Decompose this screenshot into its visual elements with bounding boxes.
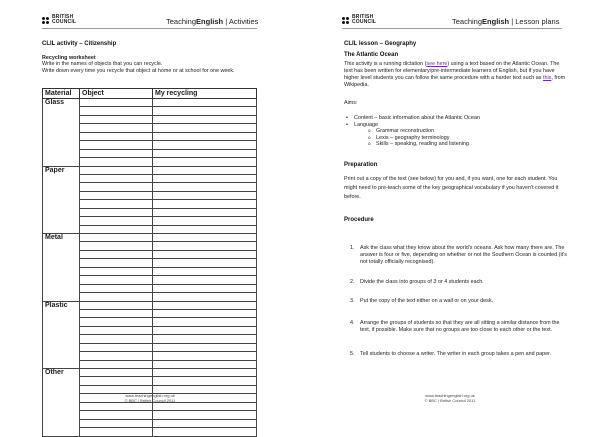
recycling-cell: [153, 402, 257, 410]
recycling-cell: [153, 174, 257, 182]
object-cell: [80, 267, 153, 275]
british-council-logo: [342, 15, 376, 25]
header-section: | Lesson plans: [509, 17, 560, 26]
aims-item-label: Language: [354, 121, 378, 128]
activity-page: [0, 0, 300, 424]
object-cell: [80, 428, 153, 436]
step-number: 3.: [350, 298, 355, 304]
recycling-cell: [153, 166, 257, 174]
header-brand-part-2: English: [196, 17, 224, 26]
object-cell: [80, 301, 153, 309]
object-cell: [80, 284, 153, 292]
recycling-cell: [153, 267, 257, 275]
see-here-link[interactable]: see here: [426, 61, 448, 67]
table-row: [43, 234, 257, 242]
object-cell: [80, 183, 153, 191]
recycling-cell: [153, 259, 257, 267]
recycling-cell: [153, 99, 257, 107]
page-header-title: [166, 17, 258, 26]
header-divider: [42, 28, 257, 29]
aims-item: [344, 122, 564, 148]
step-text: Put the copy of the text either on a wall or on your desk.: [360, 298, 494, 304]
column-header-material: Material: [43, 89, 80, 99]
header-brand-part-1: Teaching: [452, 17, 483, 26]
recycling-cell: [153, 360, 257, 368]
column-header-object: Object: [80, 89, 153, 99]
intro-text: , from Wikipedia.: [344, 75, 566, 88]
preparation-heading: Preparation: [344, 162, 378, 168]
material-cell: Plastic: [43, 301, 80, 369]
object-cell: [80, 124, 153, 132]
material-cell: Metal: [43, 234, 80, 302]
object-cell: [80, 293, 153, 301]
recycling-cell: [153, 352, 257, 360]
object-cell: [80, 115, 153, 123]
recycling-table: [42, 88, 257, 437]
header-brand-part-1: Teaching: [166, 17, 197, 26]
table-row: [43, 369, 257, 377]
language-sub-item: o Lexis – geography terminology: [354, 135, 564, 142]
footer-url: www.teachingenglish.org.uk: [425, 393, 475, 398]
header-divider: [342, 28, 562, 29]
object-cell: [80, 402, 153, 410]
recycling-cell: [153, 158, 257, 166]
header-section: | Activities: [223, 17, 259, 26]
step-text: Tell students to choose a writer. The writer in each group takes a pen and paper.: [360, 351, 552, 357]
recycling-cell: [153, 132, 257, 140]
recycling-cell: [153, 377, 257, 385]
step-text: Arrange the groups of students so that they are all sitting a similar distance from the text, if possible. Make sure that no groups are too close to each other or the text.: [360, 320, 560, 333]
footer-url: www.teachingenglish.org.uk: [125, 393, 175, 398]
table-header-row: [43, 89, 257, 99]
preparation-text: Print out a copy of the text (see below) for you and, if you want, one for each student. You might need to pre-teach some of the key geographical vocabulary if you haven't covered it before.: [344, 176, 559, 200]
recycling-cell: [153, 369, 257, 377]
recycling-cell: [153, 107, 257, 115]
intro-text: ) using a text based on the Atlantic Ocean. The text has been written for elementary/pre-intermediate learners of English, but if you have higher level students you can follow the same procedure with a harder text such as: [344, 61, 560, 81]
table-row: [43, 99, 257, 107]
logo-line-2: COUNCIL: [52, 19, 77, 25]
footer-copyright: © BBC | British Council 2011: [424, 398, 476, 403]
object-cell: [80, 242, 153, 250]
object-cell: [80, 191, 153, 199]
step-text: Divide the class into groups of 3 or 4 students each.: [360, 279, 484, 285]
topic-title: The Atlantic Ocean: [344, 52, 399, 58]
object-cell: [80, 158, 153, 166]
header-brand-part-2: English: [482, 17, 510, 26]
recycling-cell: [153, 191, 257, 199]
intro-text: This activity is a running dictation (: [344, 61, 427, 67]
recycling-cell: [153, 326, 257, 334]
object-cell: [80, 141, 153, 149]
object-cell: [80, 132, 153, 140]
object-cell: [80, 276, 153, 284]
step-text: Ask the class what they know about the world's oceans. Ask how many there are. The answer is four or five, depending on whether or not the Southern Ocean is counted (it's not totally officially recognised).: [360, 245, 567, 265]
recycling-cell: [153, 234, 257, 242]
object-cell: [80, 419, 153, 427]
logo-line-2: COUNCIL: [352, 19, 377, 25]
column-header-my-recycling: My recycling: [153, 89, 257, 99]
step-number: 2.: [350, 279, 355, 285]
recycling-cell: [153, 335, 257, 343]
object-cell: [80, 234, 153, 242]
object-cell: [80, 343, 153, 351]
language-sub-item: o Grammar reconstruction: [354, 128, 564, 135]
object-cell: [80, 335, 153, 343]
recycling-cell: [153, 293, 257, 301]
page-header-title: [452, 17, 559, 26]
logo-line-1: BRITISH: [52, 14, 74, 20]
instruction-line: Write in the names of objects that you can recycle.: [42, 61, 163, 67]
recycling-cell: [153, 208, 257, 216]
wikipedia-link[interactable]: this: [542, 75, 552, 81]
material-cell: Glass: [43, 99, 80, 167]
object-cell: [80, 377, 153, 385]
aims-list: [344, 115, 564, 148]
object-cell: [80, 259, 153, 267]
british-council-logo: [42, 15, 76, 25]
recycling-cell: [153, 225, 257, 233]
recycling-cell: [153, 309, 257, 317]
recycling-cell: [153, 217, 257, 225]
british-council-logo-icon: [342, 17, 349, 24]
recycling-cell: [153, 411, 257, 419]
recycling-cell: [153, 318, 257, 326]
object-cell: [80, 174, 153, 182]
instruction-line: Write down every time you recycle that object at home or at school for one week.: [42, 67, 235, 74]
object-cell: [80, 200, 153, 208]
recycling-cell: [153, 419, 257, 427]
recycling-cell: [153, 284, 257, 292]
object-cell: [80, 326, 153, 334]
page-footer: [400, 393, 500, 403]
object-cell: [80, 107, 153, 115]
object-cell: [80, 99, 153, 107]
logo-line-1: BRITISH: [352, 14, 374, 20]
material-cell: Paper: [43, 166, 80, 234]
procedure-heading: Procedure: [344, 217, 374, 223]
recycling-cell: [153, 149, 257, 157]
aims-label: Aims:: [344, 100, 358, 106]
recycling-cell: [153, 200, 257, 208]
step-number: 4.: [350, 320, 355, 326]
british-council-logo-icon: [42, 17, 49, 24]
recycling-cell: [153, 242, 257, 250]
object-cell: [80, 411, 153, 419]
object-cell: [80, 360, 153, 368]
object-cell: [80, 369, 153, 377]
recycling-cell: [153, 124, 257, 132]
language-sub-item: o Skills – speaking, reading and listening: [354, 141, 564, 148]
worksheet-title: Recycling worksheet: [42, 55, 96, 61]
lesson-title: CLIL lesson – Geography: [344, 41, 417, 47]
object-cell: [80, 250, 153, 258]
recycling-cell: [153, 115, 257, 123]
recycling-cell: [153, 428, 257, 436]
activity-title: CLIL activity – Citizenship: [42, 41, 117, 47]
object-cell: [80, 208, 153, 216]
page-footer: [100, 393, 200, 403]
table-row: [43, 166, 257, 174]
footer-copyright: © BBC | British Council 2011: [124, 398, 176, 403]
object-cell: [80, 352, 153, 360]
intro-paragraph: [344, 61, 566, 89]
step-number: 1.: [350, 245, 355, 251]
object-cell: [80, 225, 153, 233]
aims-item: • Content – basic information about the Atlantic Ocean: [344, 115, 564, 122]
recycling-cell: [153, 183, 257, 191]
recycling-cell: [153, 141, 257, 149]
recycling-cell: [153, 250, 257, 258]
object-cell: [80, 217, 153, 225]
recycling-cell: [153, 276, 257, 284]
material-cell: Other: [43, 369, 80, 437]
recycling-cell: [153, 343, 257, 351]
object-cell: [80, 309, 153, 317]
table-row: [43, 301, 257, 309]
object-cell: [80, 318, 153, 326]
recycling-cell: [153, 301, 257, 309]
object-cell: [80, 149, 153, 157]
step-number: 5.: [350, 351, 355, 357]
object-cell: [80, 166, 153, 174]
recycling-table-body: [43, 99, 257, 437]
language-sub-list: [354, 128, 564, 148]
